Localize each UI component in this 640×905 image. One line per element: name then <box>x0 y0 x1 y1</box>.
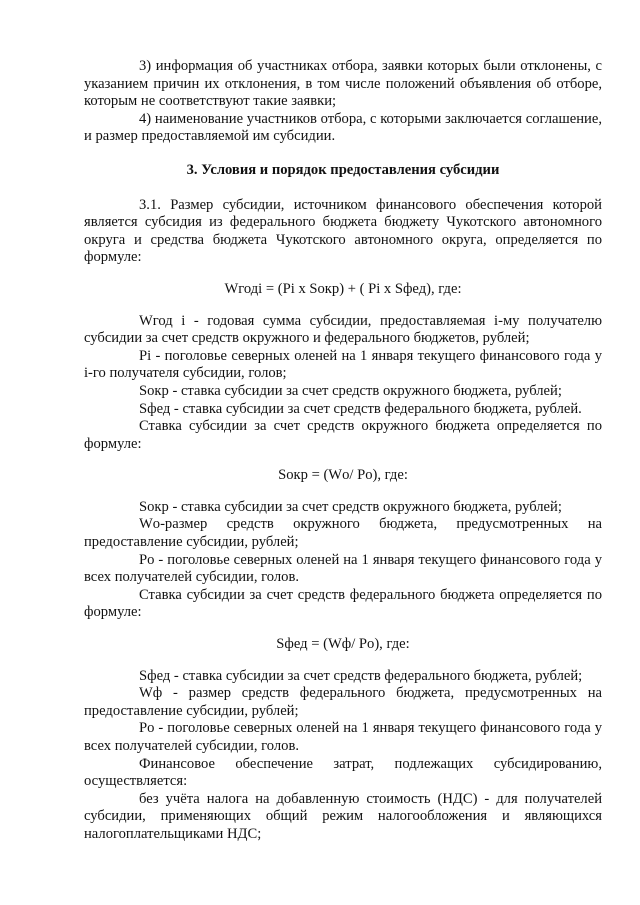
formula-okr-rate: Sокр = (Wо/ Pо), где: <box>278 467 408 484</box>
definition-w-o: Wо-размер средств окружного бюджета, предусмотренных на предоставление субсидии, рублей; <box>84 516 602 551</box>
definition-p-o-2: Pо - поголовье северных оленей на 1 января текущего финансового года у всех получателей субсидии, голов. <box>84 720 602 754</box>
formula-annual-subsidy: Wгодi = (Pi x Sокр) + ( Pi x Sфед), где: <box>224 280 462 297</box>
definition-w-f: Wф - размер средств федерального бюджета, предусмотренных на предоставление субсидии, рублей; <box>84 685 602 719</box>
definition-s-fed: Sфед - ставка субсидии за счет средств федерального бюджета, рублей. <box>139 400 582 417</box>
paragraph-okr-rate-intro: Ставка субсидии за счет средств окружного бюджета определяется по формуле: <box>84 418 602 452</box>
section-heading: 3. Условия и порядок предоставления субсидии <box>186 161 500 178</box>
paragraph-3-1: 3.1. Размер субсидии, источником финансового обеспечения которой является субсидия из федерального бюджета бюджету Чукотского автономного округа и средства бюджета Чукотского автономного округа, определяется по формуле: <box>84 196 602 266</box>
definition-s-fed-2: Sфед - ставка субсидии за счет средств федерального бюджета, рублей; <box>139 667 583 684</box>
paragraph-financing: Финансовое обеспечение затрат, подлежащих субсидированию, осуществляется: <box>84 755 602 790</box>
definition-s-okr: Sокр - ставка субсидии за счет средств окружного бюджета, рублей; <box>139 382 562 399</box>
definition-pi: Pi - поголовье северных оленей на 1 января текущего финансового года у i-го получателя субсидии, голов; <box>84 347 602 382</box>
definition-p-o: Pо - поголовье северных оленей на 1 января текущего финансового года у всех получателей субсидии, голов. <box>84 551 602 586</box>
paragraph-fed-rate-intro: Ставка субсидии за счет средств федерального бюджета определяется по формуле: <box>84 586 602 621</box>
paragraph-item-4: 4) наименование участников отбора, с которыми заключается соглашение, и размер предоставляемой им субсидии. <box>84 110 602 145</box>
definition-s-okr-2: Sокр - ставка субсидии за счет средств окружного бюджета, рублей; <box>139 498 562 515</box>
definition-w-god: Wгод i - годовая сумма субсидии, предоставляемая i-му получателю субсидии за счет средств окружного и федерального бюджетов, рублей; <box>84 312 602 347</box>
paragraph-vat: без учёта налога на добавленную стоимость (НДС) - для получателей субсидии, применяющих общий режим налогообложения и являющихся налогоплательщиками НДС; <box>84 790 602 842</box>
formula-fed-rate: Sфед = (Wф/ Pо), где: <box>276 636 410 653</box>
paragraph-item-3: 3) информация об участниках отбора, заявки которых были отклонены, с указанием причин их отклонения, в том числе положений объявления об отборе, которым не соответствуют такие заявки; <box>84 58 602 110</box>
document-body <box>84 58 602 844</box>
